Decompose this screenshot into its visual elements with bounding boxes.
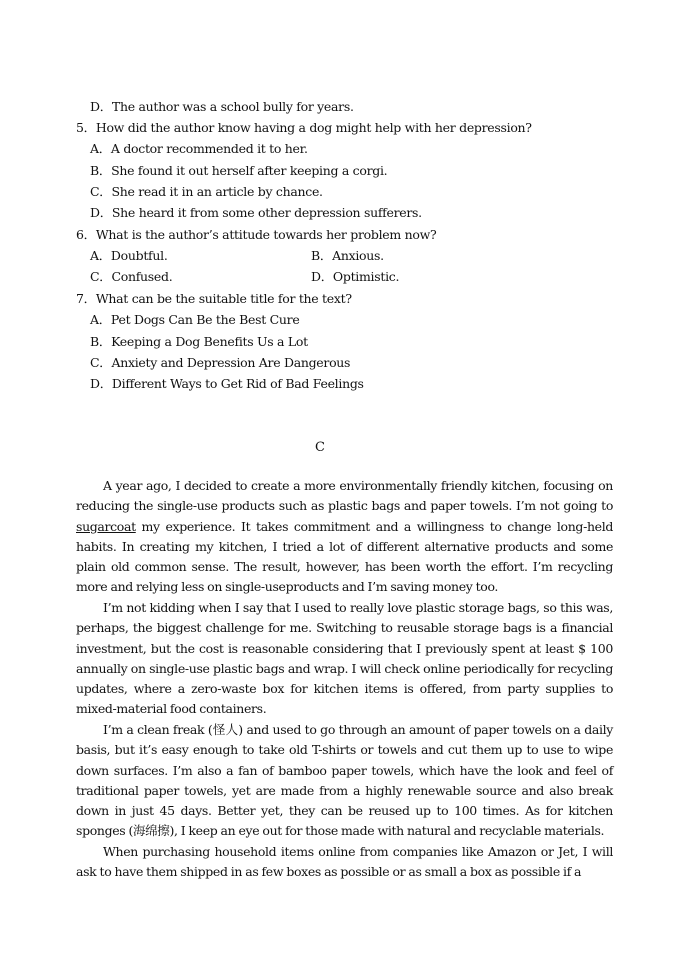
q6-option-b: B．Anxious. bbox=[311, 248, 384, 263]
underlined-word-sugarcoat: sugarcoat bbox=[76, 518, 136, 534]
q6-option-d: D．Optimistic. bbox=[311, 269, 400, 284]
q4-option-d: D．The author was a school bully for years. bbox=[90, 99, 354, 114]
q5-stem: 5．How did the author know having a dog might help with her depression? bbox=[76, 120, 532, 135]
q5-option-b: B．She found it out herself after keeping a corgi. bbox=[90, 163, 388, 178]
q7-option-a: A．Pet Dogs Can Be the Best Cure bbox=[90, 312, 300, 327]
q7-option-b: B．Keeping a Dog Benefits Us a Lot bbox=[90, 334, 308, 349]
q6-option-c: C．Confused. bbox=[90, 269, 173, 284]
section-c-title: C bbox=[315, 440, 325, 455]
section-c-paragraph-3: I’m a clean freak (怪人) and used to go through an amount of paper towels on a daily basis, but it’s easy enough to take old T-shirts or towels and cut them up to use to wipe down surfaces. I’m also a fan of bamboo paper towels, which have the look and feel of traditional paper towels, yet are made from a highly renewable source and also break down in just 45 days. Better yet, they can be reused up to 100 times. As for kitchen sponges (海绵擦), I keep an eye out for those made with natural and recyclable materials. bbox=[76, 722, 613, 839]
section-c-paragraph-1 bbox=[76, 476, 613, 598]
q7-option-d: D．Different Ways to Get Rid of Bad Feelings bbox=[90, 376, 364, 391]
q5-option-a: A．A doctor recommended it to her. bbox=[90, 141, 308, 156]
section-c-paragraph-4: When purchasing household items online from companies like Amazon or Jet, I will ask to have them shipped in as few boxes as possible or as small a box as possible if a bbox=[76, 844, 613, 880]
q7-stem: 7．What can be the suitable title for the text? bbox=[76, 291, 352, 306]
paragraph-1-text-start: A year ago, I decided to create a more environmentally friendly kitchen, focusing on reducing the single-use products such as plastic bags and paper towels. I’m not going to bbox=[76, 478, 613, 514]
q7-option-c: C．Anxiety and Depression Are Dangerous bbox=[90, 355, 351, 370]
q6-option-a: A．Doubtful. bbox=[90, 248, 168, 263]
section-c-paragraph-2: I’m not kidding when I say that I used to really love plastic storage bags, so this was, perhaps, the biggest challenge for me. Switching to reusable storage bags is a financial investment, but the cost is reasonable considering that I previously spent at least $ 100 annually on single-use plastic bags and wrap. I will check online periodically for recycling updates, where a zero-waste box for kitchen items is offered, from party supplies to mixed-material food containers. bbox=[76, 600, 613, 717]
q5-option-c: C．She read it in an article by chance. bbox=[90, 184, 323, 199]
q5-option-d: D．She heard it from some other depression sufferers. bbox=[90, 205, 422, 220]
q6-stem: 6．What is the author’s attitude towards her problem now? bbox=[76, 227, 437, 242]
paragraph-1-text-end: my experience. It takes commitment and a willingness to change long-held habits. In creating my kitchen, I tried a lot of different alternative products and some plain old common sense. The result, however, has been worth the effort. I’m recycling more and relying less on single-useproducts and I’m saving money too. bbox=[76, 518, 613, 595]
